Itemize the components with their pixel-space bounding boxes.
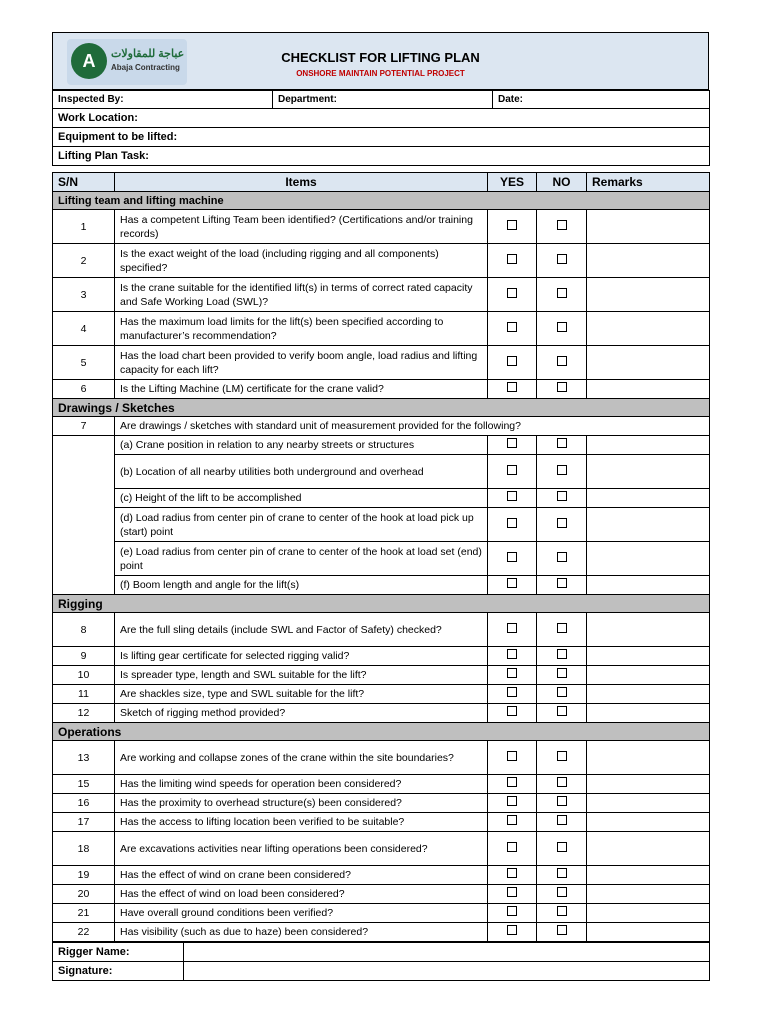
item-text: Has the load chart been provided to verify boom angle, load radius and lifting capacity for each lift?: [115, 346, 488, 380]
no-checkbox[interactable]: [557, 254, 567, 264]
subitem-text: (c) Height of the lift to be accomplished: [115, 489, 488, 508]
checklist-row: [53, 832, 710, 866]
checklist-row: [53, 775, 710, 794]
item-text: Has the access to lifting location been verified to be suitable?: [115, 813, 488, 832]
item-number: 20: [53, 885, 115, 904]
yes-cell: [488, 685, 537, 704]
item-number: 2: [53, 244, 115, 278]
item-number: 21: [53, 904, 115, 923]
yes-checkbox[interactable]: [507, 356, 517, 366]
document-header: [52, 32, 709, 90]
checklist-row: [53, 417, 710, 436]
item-number: 6: [53, 380, 115, 399]
no-cell: [537, 210, 587, 244]
remarks-input[interactable]: [587, 576, 710, 595]
checklist-row: [53, 346, 710, 380]
sn-empty: [53, 576, 115, 595]
item-number: 10: [53, 666, 115, 685]
lifting-plan-task-field[interactable]: Lifting Plan Task:: [53, 147, 710, 166]
no-cell: [537, 542, 587, 576]
item-text: Has the effect of wind on load been considered?: [115, 885, 488, 904]
item-number: 9: [53, 647, 115, 666]
date-field[interactable]: Date:: [493, 91, 710, 109]
remarks-input[interactable]: [587, 380, 710, 399]
subitem-text: (a) Crane position in relation to any nearby streets or structures: [115, 436, 488, 455]
section-row: [53, 399, 710, 417]
col-no: NO: [537, 173, 587, 192]
item-number: 13: [53, 741, 115, 775]
yes-cell: [488, 832, 537, 866]
col-items: Items: [115, 173, 488, 192]
document-title: CHECKLIST FOR LIFTING PLAN: [281, 50, 480, 65]
remarks-input[interactable]: [587, 666, 710, 685]
item-text: Are excavations activities near lifting operations been considered?: [115, 832, 488, 866]
checklist-row: [53, 666, 710, 685]
remarks-input[interactable]: [587, 813, 710, 832]
rigger-name-input[interactable]: [184, 943, 710, 962]
checklist-subrow: [53, 576, 710, 595]
yes-checkbox[interactable]: [507, 906, 517, 916]
signoff-table: [52, 942, 710, 981]
remarks-input[interactable]: [587, 542, 710, 576]
item-text: Are working and collapse zones of the crane within the site boundaries?: [115, 741, 488, 775]
checklist-subrow: [53, 489, 710, 508]
checklist-row: [53, 704, 710, 723]
no-cell: [537, 923, 587, 942]
section-row: [53, 192, 710, 210]
no-checkbox[interactable]: [557, 552, 567, 562]
item-number: 4: [53, 312, 115, 346]
no-cell: [537, 244, 587, 278]
no-cell: [537, 794, 587, 813]
item-number: 7: [53, 417, 115, 436]
no-cell: [537, 775, 587, 794]
yes-cell: [488, 489, 537, 508]
yes-checkbox[interactable]: [507, 751, 517, 761]
section-row: [53, 723, 710, 741]
sn-empty: [53, 455, 115, 489]
remarks-input[interactable]: [587, 923, 710, 942]
no-checkbox[interactable]: [557, 288, 567, 298]
section-heading: Lifting team and lifting machine: [53, 192, 710, 210]
item-number: 5: [53, 346, 115, 380]
yes-cell: [488, 613, 537, 647]
remarks-input[interactable]: [587, 885, 710, 904]
sn-empty: [53, 542, 115, 576]
signature-label: Signature:: [53, 962, 184, 981]
yes-checkbox[interactable]: [507, 465, 517, 475]
no-cell: [537, 741, 587, 775]
remarks-input[interactable]: [587, 244, 710, 278]
item-number: 11: [53, 685, 115, 704]
yes-checkbox[interactable]: [507, 438, 517, 448]
checklist-row: [53, 613, 710, 647]
no-checkbox[interactable]: [557, 906, 567, 916]
subitem-text: (f) Boom length and angle for the lift(s): [115, 576, 488, 595]
yes-cell: [488, 576, 537, 595]
no-checkbox[interactable]: [557, 842, 567, 852]
checklist-row: [53, 904, 710, 923]
item-number: 15: [53, 775, 115, 794]
remarks-input[interactable]: [587, 866, 710, 885]
yes-checkbox[interactable]: [507, 623, 517, 633]
info-table: [52, 90, 710, 166]
yes-checkbox[interactable]: [507, 842, 517, 852]
item-number: 1: [53, 210, 115, 244]
no-cell: [537, 278, 587, 312]
yes-checkbox[interactable]: [507, 254, 517, 264]
no-cell: [537, 436, 587, 455]
item-number: 3: [53, 278, 115, 312]
yes-checkbox[interactable]: [507, 322, 517, 332]
yes-checkbox[interactable]: [507, 491, 517, 501]
yes-cell: [488, 436, 537, 455]
item-text: Is the exact weight of the load (including rigging and all components) specified?: [115, 244, 488, 278]
yes-checkbox[interactable]: [507, 777, 517, 787]
yes-checkbox[interactable]: [507, 649, 517, 659]
sn-empty: [53, 489, 115, 508]
item-text: Are the full sling details (include SWL and Factor of Safety) checked?: [115, 613, 488, 647]
no-cell: [537, 885, 587, 904]
yes-checkbox[interactable]: [507, 668, 517, 678]
col-yes: YES: [488, 173, 537, 192]
item-text: Has the proximity to overhead structure(s) been considered?: [115, 794, 488, 813]
section-heading: Drawings / Sketches: [53, 399, 710, 417]
no-checkbox[interactable]: [557, 649, 567, 659]
yes-cell: [488, 885, 537, 904]
logo-mark-icon: A: [71, 43, 107, 79]
item-number: 12: [53, 704, 115, 723]
no-checkbox[interactable]: [557, 578, 567, 588]
item-text: Is the crane suitable for the identified lift(s) in terms of correct rated capacity and Safe Working Load (SWL)?: [115, 278, 488, 312]
checklist-row: [53, 866, 710, 885]
no-cell: [537, 576, 587, 595]
item-text: Is spreader type, length and SWL suitable for the lift?: [115, 666, 488, 685]
yes-cell: [488, 244, 537, 278]
yes-cell: [488, 455, 537, 489]
yes-cell: [488, 508, 537, 542]
remarks-input[interactable]: [587, 704, 710, 723]
signature-input[interactable]: [184, 962, 710, 981]
yes-checkbox[interactable]: [507, 925, 517, 935]
checklist-row: [53, 647, 710, 666]
yes-checkbox[interactable]: [507, 796, 517, 806]
checklist-subrow: [53, 542, 710, 576]
item-text: Has the maximum load limits for the lift(s) been specified according to manufacturer’s recommendation?: [115, 312, 488, 346]
no-cell: [537, 832, 587, 866]
remarks-input[interactable]: [587, 775, 710, 794]
no-checkbox[interactable]: [557, 815, 567, 825]
checklist-row: [53, 813, 710, 832]
yes-cell: [488, 904, 537, 923]
yes-cell: [488, 380, 537, 399]
no-cell: [537, 489, 587, 508]
no-cell: [537, 685, 587, 704]
yes-cell: [488, 923, 537, 942]
item-number: 18: [53, 832, 115, 866]
yes-checkbox[interactable]: [507, 868, 517, 878]
checklist-row: [53, 244, 710, 278]
no-checkbox[interactable]: [557, 751, 567, 761]
yes-checkbox[interactable]: [507, 382, 517, 392]
yes-checkbox[interactable]: [507, 887, 517, 897]
remarks-input[interactable]: [587, 489, 710, 508]
no-cell: [537, 666, 587, 685]
yes-cell: [488, 210, 537, 244]
checklist-row: [53, 794, 710, 813]
yes-checkbox[interactable]: [507, 687, 517, 697]
no-checkbox[interactable]: [557, 868, 567, 878]
checklist-table: [52, 172, 710, 942]
work-location-field[interactable]: Work Location:: [53, 109, 710, 128]
no-checkbox[interactable]: [557, 925, 567, 935]
no-cell: [537, 346, 587, 380]
item-text: Sketch of rigging method provided?: [115, 704, 488, 723]
project-subtitle: ONSHORE MAINTAIN POTENTIAL PROJECT: [296, 69, 465, 78]
yes-cell: [488, 312, 537, 346]
col-sn: S/N: [53, 173, 115, 192]
checklist-subrow: [53, 436, 710, 455]
no-checkbox[interactable]: [557, 356, 567, 366]
item-number: 8: [53, 613, 115, 647]
remarks-input[interactable]: [587, 685, 710, 704]
no-checkbox[interactable]: [557, 465, 567, 475]
remarks-input[interactable]: [587, 455, 710, 489]
no-cell: [537, 613, 587, 647]
yes-checkbox[interactable]: [507, 578, 517, 588]
checklist-row: [53, 885, 710, 904]
inspected-by-field[interactable]: Inspected By:: [53, 91, 273, 109]
item-number: 19: [53, 866, 115, 885]
item-text: Is lifting gear certificate for selected rigging valid?: [115, 647, 488, 666]
checklist-row: [53, 312, 710, 346]
yes-checkbox[interactable]: [507, 288, 517, 298]
yes-cell: [488, 775, 537, 794]
remarks-input[interactable]: [587, 832, 710, 866]
section-heading: Operations: [53, 723, 710, 741]
checklist-sheet: [52, 32, 709, 981]
remarks-input[interactable]: [587, 346, 710, 380]
no-checkbox[interactable]: [557, 706, 567, 716]
no-cell: [537, 704, 587, 723]
checklist-row: [53, 210, 710, 244]
yes-checkbox[interactable]: [507, 518, 517, 528]
no-checkbox[interactable]: [557, 220, 567, 230]
item-number: 17: [53, 813, 115, 832]
item-text: Is the Lifting Machine (LM) certificate for the crane valid?: [115, 380, 488, 399]
col-remarks: Remarks: [587, 173, 710, 192]
sn-empty: [53, 436, 115, 455]
no-checkbox[interactable]: [557, 623, 567, 633]
yes-cell: [488, 278, 537, 312]
remarks-input[interactable]: [587, 741, 710, 775]
remarks-input[interactable]: [587, 436, 710, 455]
no-checkbox[interactable]: [557, 491, 567, 501]
no-checkbox[interactable]: [557, 687, 567, 697]
remarks-input[interactable]: [587, 613, 710, 647]
equipment-field[interactable]: Equipment to be lifted:: [53, 128, 710, 147]
yes-checkbox[interactable]: [507, 706, 517, 716]
item-text: Are drawings / sketches with standard unit of measurement provided for the following?: [115, 417, 710, 436]
subitem-text: (b) Location of all nearby utilities both underground and overhead: [115, 455, 488, 489]
no-checkbox[interactable]: [557, 796, 567, 806]
no-checkbox[interactable]: [557, 668, 567, 678]
subitem-text: (e) Load radius from center pin of crane to center of the hook at load set (end) point: [115, 542, 488, 576]
item-text: Has visibility (such as due to haze) been considered?: [115, 923, 488, 942]
item-number: 22: [53, 923, 115, 942]
item-text: Have overall ground conditions been verified?: [115, 904, 488, 923]
department-field[interactable]: Department:: [273, 91, 493, 109]
yes-cell: [488, 741, 537, 775]
item-text: Has the limiting wind speeds for operation been considered?: [115, 775, 488, 794]
item-text: Has the effect of wind on crane been considered?: [115, 866, 488, 885]
no-checkbox[interactable]: [557, 322, 567, 332]
remarks-input[interactable]: [587, 210, 710, 244]
item-text: Are shackles size, type and SWL suitable for the lift?: [115, 685, 488, 704]
yes-checkbox[interactable]: [507, 552, 517, 562]
no-checkbox[interactable]: [557, 438, 567, 448]
remarks-input[interactable]: [587, 647, 710, 666]
no-cell: [537, 813, 587, 832]
yes-cell: [488, 666, 537, 685]
no-checkbox[interactable]: [557, 382, 567, 392]
checklist-subrow: [53, 455, 710, 489]
section-heading: Rigging: [53, 595, 710, 613]
checklist-row: [53, 380, 710, 399]
yes-cell: [488, 346, 537, 380]
item-text: Has a competent Lifting Team been identified? (Certifications and/or training records): [115, 210, 488, 244]
yes-cell: [488, 647, 537, 666]
checklist-row: [53, 923, 710, 942]
logo-english-text: Abaja Contracting: [111, 63, 180, 72]
remarks-input[interactable]: [587, 278, 710, 312]
yes-checkbox[interactable]: [507, 220, 517, 230]
checklist-subrow: [53, 508, 710, 542]
no-cell: [537, 312, 587, 346]
no-cell: [537, 866, 587, 885]
checklist-row: [53, 685, 710, 704]
no-checkbox[interactable]: [557, 777, 567, 787]
remarks-input[interactable]: [587, 312, 710, 346]
no-checkbox[interactable]: [557, 518, 567, 528]
yes-cell: [488, 542, 537, 576]
remarks-input[interactable]: [587, 508, 710, 542]
item-number: 16: [53, 794, 115, 813]
no-cell: [537, 380, 587, 399]
yes-cell: [488, 704, 537, 723]
remarks-input[interactable]: [587, 904, 710, 923]
subitem-text: (d) Load radius from center pin of crane to center of the hook at load pick up (start) point: [115, 508, 488, 542]
yes-checkbox[interactable]: [507, 815, 517, 825]
no-cell: [537, 647, 587, 666]
sn-empty: [53, 508, 115, 542]
checklist-row: [53, 741, 710, 775]
no-cell: [537, 455, 587, 489]
checklist-row: [53, 278, 710, 312]
no-cell: [537, 508, 587, 542]
no-cell: [537, 904, 587, 923]
yes-cell: [488, 866, 537, 885]
no-checkbox[interactable]: [557, 887, 567, 897]
rigger-name-label: Rigger Name:: [53, 943, 184, 962]
yes-cell: [488, 794, 537, 813]
remarks-input[interactable]: [587, 794, 710, 813]
section-row: [53, 595, 710, 613]
yes-cell: [488, 813, 537, 832]
logo-arabic-text: عباجة للمقاولات: [111, 48, 185, 60]
